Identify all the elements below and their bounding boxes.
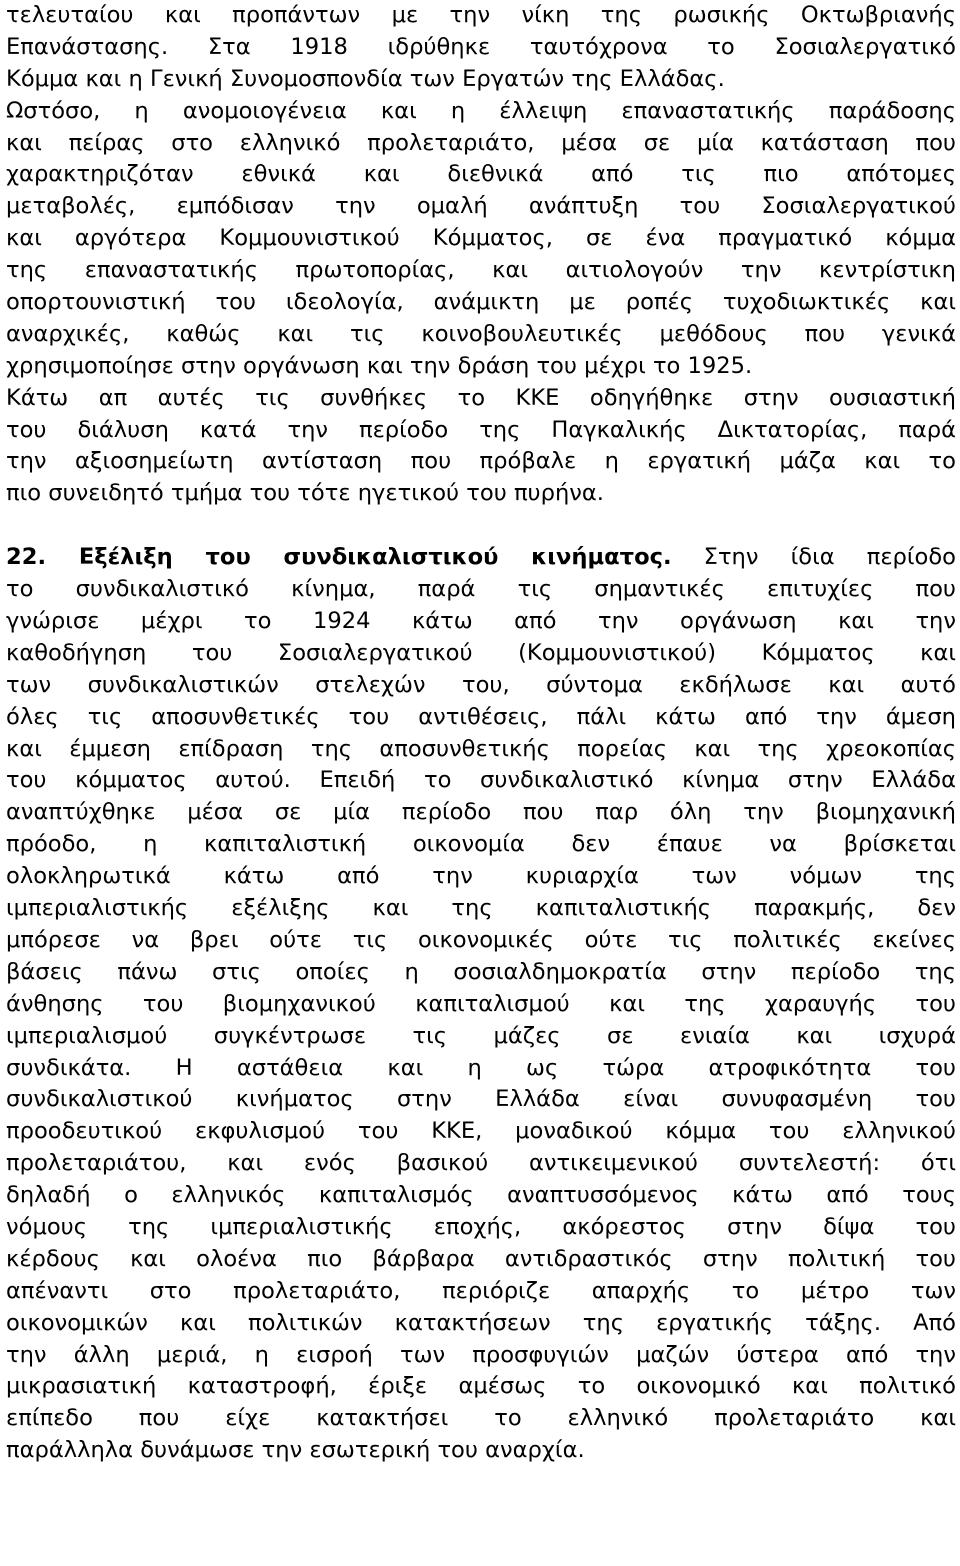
text-line: και έμμεση επίδραση της αποσυνθετικής πορείας και της χρεοκοπίας (6, 735, 956, 762)
text-line: άνθησης του βιομηχανικού καπιταλισμού και της χαραυγής του (6, 990, 956, 1017)
paragraph-history (6, 0, 956, 510)
text-line: και πείρας στο ελληνικό προλεταριάτο, μέσα σε μία κατάσταση που (6, 129, 956, 156)
text-line: επίπεδο που είχε κατακτήσει το ελληνικό προλεταριάτο και (6, 1405, 956, 1432)
text-line: της επαναστατικής πρωτοπορίας, και αιτιολογούν την κεντρίστικη (6, 257, 956, 284)
document-page (6, 0, 956, 1467)
text-line: μεταβολές, εμπόδισαν την ομαλή ανάπτυξη του Σοσιαλεργατικού (6, 193, 956, 220)
text-line: των συνδικαλιστικών στελεχών του, σύντομα εκδήλωσε και αυτό (6, 671, 956, 698)
text-line: ολοκληρωτικά κάτω από την κυριαρχία των νόμων της (6, 863, 956, 890)
text-line: μπόρεσε να βρει ούτε τις οικονομικές ούτε τις πολιτικές εκείνες (6, 926, 956, 953)
text-line: χαρακτηριζόταν εθνικά και διεθνικά από τις πιο απότομες (6, 161, 956, 188)
text-line: γνώρισε μέχρι το 1924 κάτω από την οργάνωση και την (6, 608, 956, 635)
section-22-first-line (6, 542, 956, 574)
text-line: όλες τις αποσυνθετικές του αντιθέσεις, πάλι κάτω από την άμεση (6, 703, 956, 730)
text-line: συνδικαλιστικού κινήματος στην Ελλάδα είναι συνυφασμένη του (6, 1086, 956, 1113)
paragraph-gap (6, 510, 956, 542)
text-line: δηλαδή ο ελληνικός καπιταλισμός αναπτυσσόμενος κάτω από τους (6, 1182, 956, 1209)
section-22-first-line-text: Στην ίδια περίοδο (671, 544, 956, 571)
text-line: την αξιοσημείωτη αντίσταση που πρόβαλε η εργατική μάζα και το (6, 448, 956, 475)
text-line: βάσεις πάνω στις οποίες η σοσιαλδημοκρατία στην περίοδο της (6, 958, 956, 985)
section-22 (6, 542, 956, 1467)
text-line: μικρασιατική καταστροφή, έριξε αμέσως το οικονομικό και πολιτικό (6, 1373, 956, 1400)
text-line: συνδικάτα. Η αστάθεια και η ως τώρα ατροφικότητα του (6, 1054, 956, 1081)
text-line: προλεταριάτου, και ενός βασικού αντικειμενικού συντελεστή: ότι (6, 1150, 956, 1177)
text-line: νόμους της ιμπεριαλιστικής εποχής, ακόρεστος στην δίψα του (6, 1213, 956, 1240)
text-line: ιμπεριαλισμού συγκέντρωσε τις μάζες σε ενιαία και ισχυρά (6, 1022, 956, 1049)
text-line: απέναντι στο προλεταριάτο, περιόριζε απαρχής το μέτρο των (6, 1277, 956, 1304)
text-line: το συνδικαλιστικό κίνημα, παρά τις σημαντικές επιτυχίες που (6, 576, 956, 603)
section-heading: 22. Εξέλιξη του συνδικαλιστικού κινήματος. (6, 544, 672, 571)
text-line: τελευταίου και προπάντων με την νίκη της ρωσικής Οκτωβριανής (6, 2, 956, 28)
text-line: αναρχικές, καθώς και τις κοινοβουλευτικές μεθόδους που γενικά (6, 320, 956, 347)
text-line: αναπτύχθηκε μέσα σε μία περίοδο που παρ όλη την βιομηχανική (6, 799, 956, 826)
text-line: κέρδους και ολοένα πιο βάρβαρα αντιδραστικός στην πολιτική του (6, 1245, 956, 1272)
text-line: καθοδήγηση του Σοσιαλεργατικού (Κομμουνιστικού) Κόμματος και (6, 639, 956, 666)
text-line: και αργότερα Κομμουνιστικού Κόμματος, σε ένα πραγματικό κόμμα (6, 225, 956, 252)
text-line: χρησιμοποίησε στην οργάνωση και την δράση του μέχρι το 1925. (6, 352, 753, 379)
text-line: του διάλυση κατά την περίοδο της Παγκαλικής Δικτατορίας, παρά (6, 416, 956, 443)
text-line: του κόμματος αυτού. Επειδή το συνδικαλιστικό κίνημα στην Ελλάδα (6, 767, 956, 794)
text-line: πιο συνειδητό τμήμα του τότε ηγετικού του πυρήνα. (6, 480, 604, 507)
text-line: προοδευτικού εκφυλισμού του ΚΚΕ, μοναδικού κόμμα του ελληνικού (6, 1118, 956, 1145)
text-line: την άλλη μεριά, η εισροή των προσφυγιών μαζών ύστερα από την (6, 1341, 956, 1368)
text-line: πρόοδο, η καπιταλιστική οικονομία δεν έπαυε να βρίσκεται (6, 831, 956, 858)
text-line: οπορτουνιστική του ιδεολογία, ανάμικτη με ροπές τυχοδιωκτικές και (6, 289, 956, 316)
text-line: Κάτω απ αυτές τις συνθήκες το ΚΚΕ οδηγήθηκε στην ουσιαστική (6, 384, 956, 411)
text-line: Ωστόσο, η ανομοιογένεια και η έλλειψη επαναστατικής παράδοσης (6, 97, 956, 124)
text-line: οικονομικών και πολιτικών κατακτήσεων της εργατικής τάξης. Από (6, 1309, 956, 1336)
text-line: Επανάστασης. Στα 1918 ιδρύθηκε ταυτόχρονα το Σοσιαλεργατικό (6, 33, 956, 60)
text-line: Κόμμα και η Γενική Συνομοσπονδία των Εργατών της Ελλάδας. (6, 65, 725, 92)
text-line: ιμπεριαλιστικής εξέλιξης και της καπιταλιστικής παρακμής, δεν (6, 895, 956, 922)
text-line: παράλληλα δυνάμωσε την εσωτερική του αναρχία. (6, 1437, 585, 1464)
